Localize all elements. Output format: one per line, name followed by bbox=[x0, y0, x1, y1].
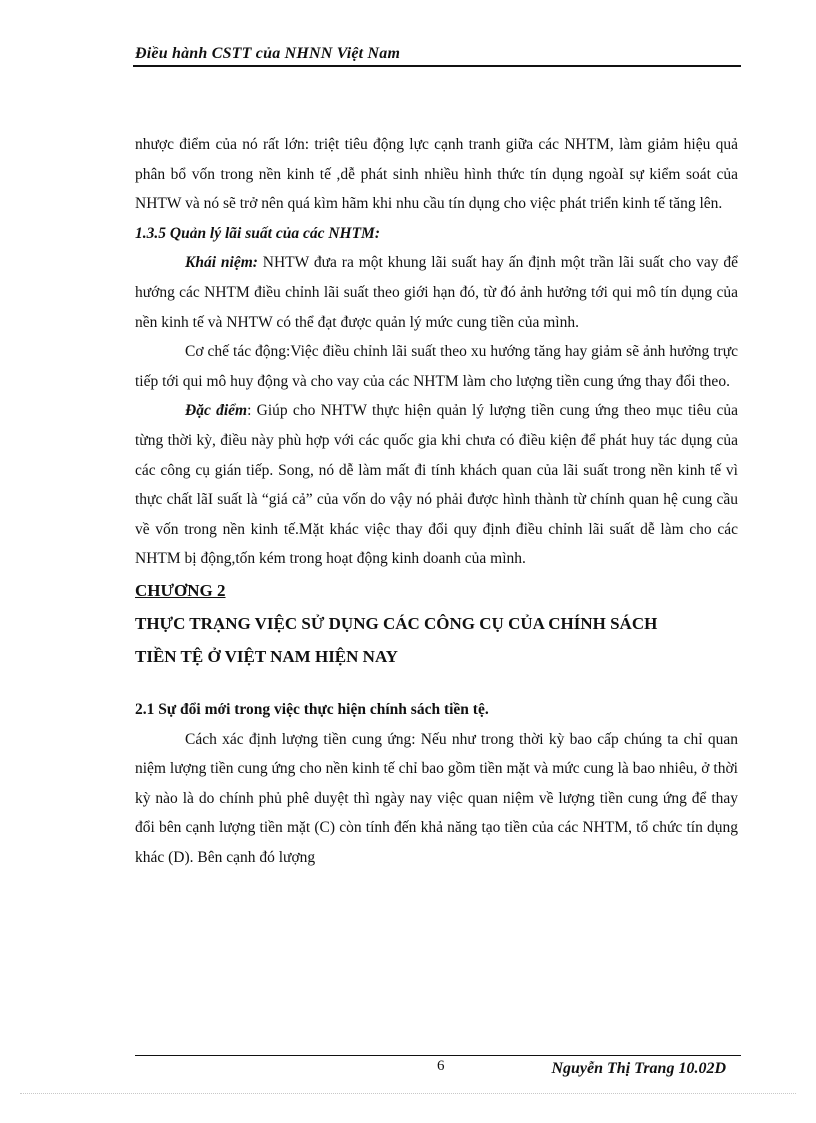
paragraph-features bbox=[135, 396, 738, 574]
concept-label: Khái niệm: bbox=[185, 254, 258, 272]
footer-author: Nguyễn Thị Trang 10.02D bbox=[551, 1060, 726, 1077]
features-text: : Giúp cho NHTW thực hiện quản lý lượng tiền cung ứng theo mục tiêu của từng thời kỳ, điều này phù hợp với các quốc gia khi chưa có điều kiện để phát huy tác dụng của các công cụ gián tiếp. Song, nó dễ làm mất đi tính khách quan của lãi suất trong nền kinh tế vì thực chất lãI suất là “giá cả” của vốn do vậy nó phải được hình thành từ chính quan hệ cung cầu về vốn trong nền kinh tế.Mặt khác việc thay đổi quy định điều chỉnh lãi suất dễ làm cho các NHTM bị động,tốn kém trong hoạt động kinh doanh của mình. bbox=[135, 402, 738, 568]
concept-text: NHTW đưa ra một khung lãi suất hay ấn định một trần lãi suất cho vay để hướng các NHTM điều chỉnh lãi suất theo giới hạn đó, từ đó ảnh hưởng tới qui mô tín dụng của nền kinh tế và NHTW có thể đạt được quản lý mức cung tiền của mình. bbox=[135, 254, 738, 331]
page-edge-divider bbox=[20, 1093, 796, 1094]
section-heading: 2.1 Sự đổi mới trong việc thực hiện chính sách tiền tệ. bbox=[135, 700, 489, 718]
paragraph-continuation: nhược điểm của nó rất lớn: triệt tiêu động lực cạnh tranh giữa các NHTM, làm giảm hiệu quả phân bổ vốn trong nền kinh tế ,dễ phát sinh nhiều hình thức tín dụng ngoàI sự kiểm soát của NHTW và nó sẽ trở nên quá kìm hãm khi nhu cầu tín dụng cho việc phát triển kinh tế tăng lên. bbox=[135, 136, 738, 213]
header-rule bbox=[133, 65, 741, 67]
chapter-number: CHƯƠNG 2 bbox=[135, 580, 226, 600]
paragraph-concept bbox=[135, 248, 738, 337]
chapter-title-line1: THỰC TRẠNG VIỆC SỬ DỤNG CÁC CÔNG CỤ CỦA CHÍNH SÁCH bbox=[135, 613, 658, 633]
paragraph-mechanism: Cơ chế tác động:Việc điều chỉnh lãi suất theo xu hướng tăng hay giảm sẽ ảnh hưởng trực tiếp tới qui mô huy động và cho vay của các NHTM làm cho lượng tiền cung ứng thay đổi theo. bbox=[135, 343, 738, 390]
document-body bbox=[135, 130, 738, 872]
subsection-heading: 1.3.5 Quản lý lãi suất của các NHTM: bbox=[135, 224, 380, 242]
features-label: Đặc điểm bbox=[185, 402, 248, 420]
header-title: Điều hành CSTT của NHNN Việt Nam bbox=[135, 45, 401, 62]
chapter-title-line2: TIỀN TỆ Ở VIỆT NAM HIỆN NAY bbox=[135, 646, 398, 666]
footer-rule bbox=[135, 1055, 741, 1056]
paragraph-money-supply: Cách xác định lượng tiền cung ứng: Nếu như trong thời kỳ bao cấp chúng ta chỉ quan niệm lượng tiền cung ứng cho nền kinh tế chỉ bao gồm tiền mặt và mức cung là bao nhiêu, ở thời kỳ nào là do chính phủ phê duyệt thì ngày nay việc quan niệm về lượng tiền cung ứng để thay đổi bên cạnh lượng tiền mặt (C) còn tính đến khả năng tạo tiền của các NHTM, tổ chức tín dụng khác (D). Bên cạnh đó lượng bbox=[135, 730, 738, 866]
page-number: 6 bbox=[437, 1058, 445, 1074]
